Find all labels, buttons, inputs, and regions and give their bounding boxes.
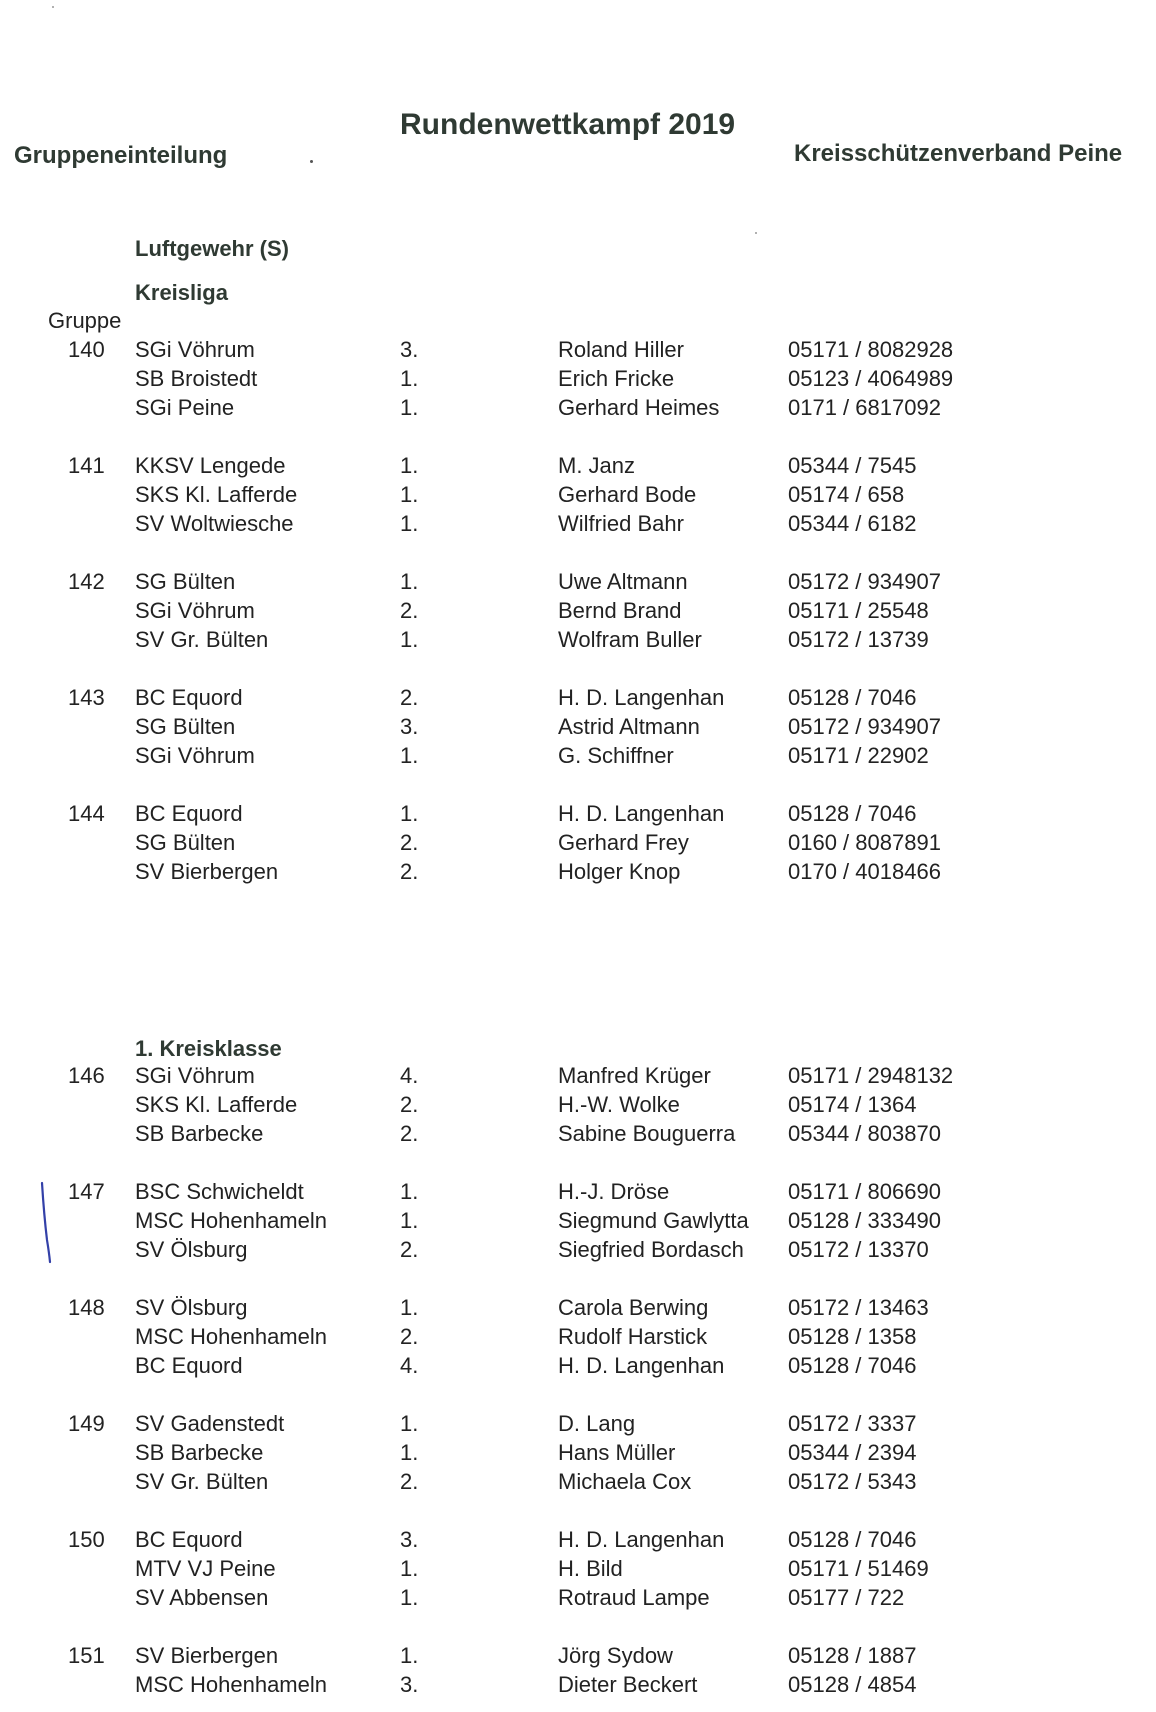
contact-name: Uwe Altmann [558,569,688,594]
club-name: SV Abbensen [135,1585,269,1610]
contact-name: Carola Berwing [558,1295,709,1320]
club-name: SV Bierbergen [135,859,279,884]
group-number: 147 [68,1179,105,1204]
phone-number: 05344 / 2394 [788,1440,917,1465]
contact-name: H. D. Langenhan [558,801,725,826]
club-name: SGi Vöhrum [135,598,255,623]
contact-name: Sabine Bouguerra [558,1121,736,1146]
team-number: 1. [400,1411,419,1436]
club-name: SG Bülten [135,569,236,594]
section-heading-kreisklasse: 1. Kreisklasse [135,1036,282,1061]
phone-number: 05128 / 4854 [788,1672,917,1697]
club-name: SKS Kl. Lafferde [135,1092,298,1117]
team-number: 1. [400,569,419,594]
club-name: SB Barbecke [135,1121,264,1146]
club-name: BC Equord [135,1527,243,1552]
phone-number: 05174 / 1364 [788,1092,917,1117]
team-number: 1. [400,453,419,478]
group-number: 141 [68,453,105,478]
contact-name: H. D. Langenhan [558,685,725,710]
club-name: BC Equord [135,801,243,826]
contact-name: M. Janz [558,453,636,478]
club-name: MSC Hohenhameln [135,1672,327,1697]
team-number: 2. [400,598,419,623]
team-number: 2. [400,685,419,710]
team-number: 1. [400,395,419,420]
contact-name: D. Lang [558,1411,636,1436]
team-number: 1. [400,1556,419,1581]
document-title: Rundenwettkampf 2019 [400,108,736,141]
scan-speck [52,6,54,8]
group-number: 151 [68,1643,105,1668]
contact-name: Gerhard Heimes [558,395,720,420]
phone-number: 05128 / 7046 [788,1353,917,1378]
contact-name: H.-J. Dröse [558,1179,670,1204]
phone-number: 05128 / 7046 [788,685,917,710]
contact-name: H. Bild [558,1556,623,1581]
header-right-label: Kreisschützenverband Peine [794,140,1123,167]
group-number: 142 [68,569,105,594]
group-number: 140 [68,337,105,362]
club-name: SB Broistedt [135,366,258,391]
club-name: SV Gr. Bülten [135,627,269,652]
team-number: 1. [400,1179,419,1204]
phone-number: 05128 / 1887 [788,1643,917,1668]
contact-name: Roland Hiller [558,337,684,362]
club-name: SKS Kl. Lafferde [135,482,298,507]
team-number: 4. [400,1353,419,1378]
club-name: BSC Schwicheldt [135,1179,304,1204]
phone-number: 05123 / 4064989 [788,366,954,391]
team-number: 2. [400,1121,419,1146]
phone-number: 05172 / 13370 [788,1237,929,1262]
phone-number: 05172 / 5343 [788,1469,917,1494]
contact-name: Erich Fricke [558,366,675,391]
team-number: 2. [400,1092,419,1117]
group-number: 148 [68,1295,105,1320]
team-number: 2. [400,1237,419,1262]
contact-name: G. Schiffner [558,743,674,768]
team-number: 1. [400,482,419,507]
contact-name: Gerhard Bode [558,482,697,507]
phone-number: 05344 / 7545 [788,453,917,478]
contact-name: Hans Müller [558,1440,676,1465]
club-name: MSC Hohenhameln [135,1324,327,1349]
contact-name: Siegfried Bordasch [558,1237,744,1262]
contact-name: Astrid Altmann [558,714,700,739]
phone-number: 0160 / 8087891 [788,830,941,855]
phone-number: 05172 / 934907 [788,569,941,594]
phone-number: 05128 / 7046 [788,1527,917,1552]
phone-number: 05171 / 8082928 [788,337,954,362]
phone-number: 05171 / 806690 [788,1179,941,1204]
team-number: 1. [400,511,419,536]
phone-number: 05171 / 25548 [788,598,929,623]
phone-number: 05174 / 658 [788,482,905,507]
discipline-heading: Luftgewehr (S) [135,236,289,261]
phone-number: 05171 / 2948132 [788,1063,954,1088]
club-name: KKSV Lengede [135,453,286,478]
team-number: 1. [400,1440,419,1465]
contact-name: Wolfram Buller [558,627,702,652]
club-name: SV Gr. Bülten [135,1469,269,1494]
contact-name: Rudolf Harstick [558,1324,708,1349]
club-name: MSC Hohenhameln [135,1208,327,1233]
contact-name: Manfred Krüger [558,1063,711,1088]
contact-name: Holger Knop [558,859,681,884]
phone-number: 05128 / 7046 [788,801,917,826]
club-name: SG Bülten [135,830,236,855]
team-number: 2. [400,859,419,884]
phone-number: 05171 / 22902 [788,743,929,768]
team-number: 1. [400,1295,419,1320]
contact-name: H. D. Langenhan [558,1527,725,1552]
club-name: SGi Peine [135,395,235,420]
group-number: 146 [68,1063,105,1088]
phone-number: 05177 / 722 [788,1585,905,1610]
club-name: SV Bierbergen [135,1643,279,1668]
phone-number: 05128 / 333490 [788,1208,941,1233]
club-name: MTV VJ Peine [135,1556,276,1581]
contact-name: Siegmund Gawlytta [558,1208,749,1233]
team-number: 1. [400,1585,419,1610]
group-number: 149 [68,1411,105,1436]
team-number: 3. [400,1672,419,1697]
club-name: SV Gadenstedt [135,1411,285,1436]
team-number: 1. [400,801,419,826]
club-name: BC Equord [135,685,243,710]
team-number: 1. [400,1208,419,1233]
club-name: SV Woltwiesche [135,511,294,536]
contact-name: Gerhard Frey [558,830,689,855]
phone-number: 05344 / 6182 [788,511,917,536]
team-number: 1. [400,366,419,391]
team-number: 1. [400,743,419,768]
club-name: SGi Vöhrum [135,743,255,768]
club-name: SB Barbecke [135,1440,264,1465]
team-number: 4. [400,1063,419,1088]
phone-number: 05171 / 51469 [788,1556,929,1581]
team-number: 1. [400,1643,419,1668]
contact-name: Jörg Sydow [558,1643,673,1668]
scan-speck [755,232,757,234]
phone-number: 0171 / 6817092 [788,395,941,420]
phone-number: 05344 / 803870 [788,1121,941,1146]
phone-number: 05172 / 3337 [788,1411,917,1436]
contact-name: Bernd Brand [558,598,682,623]
contact-name: Michaela Cox [558,1469,692,1494]
gruppe-column-label: Gruppe [48,308,122,333]
team-number: 2. [400,1469,419,1494]
contact-name: Rotraud Lampe [558,1585,710,1610]
group-number: 143 [68,685,105,710]
contact-name: H. D. Langenhan [558,1353,725,1378]
group-number: 144 [68,801,105,826]
team-number: 1. [400,627,419,652]
contact-name: Dieter Beckert [558,1672,698,1697]
team-number: 2. [400,1324,419,1349]
team-number: 3. [400,337,419,362]
header-left-label: Gruppeneinteilung [14,142,228,169]
club-name: BC Equord [135,1353,243,1378]
club-name: SGi Vöhrum [135,1063,255,1088]
phone-number: 05128 / 1358 [788,1324,917,1349]
group-number: 150 [68,1527,105,1552]
phone-number: 0170 / 4018466 [788,859,941,884]
contact-name: H.-W. Wolke [558,1092,680,1117]
team-number: 2. [400,830,419,855]
phone-number: 05172 / 934907 [788,714,941,739]
phone-number: 05172 / 13463 [788,1295,929,1320]
section-heading-kreisliga: Kreisliga [135,280,228,305]
club-name: SV Ölsburg [135,1237,248,1262]
club-name: SGi Vöhrum [135,337,255,362]
contact-name: Wilfried Bahr [558,511,684,536]
team-number: 3. [400,1527,419,1552]
team-number: 3. [400,714,419,739]
club-name: SG Bülten [135,714,236,739]
phone-number: 05172 / 13739 [788,627,929,652]
scan-dot [310,160,313,163]
club-name: SV Ölsburg [135,1295,248,1320]
